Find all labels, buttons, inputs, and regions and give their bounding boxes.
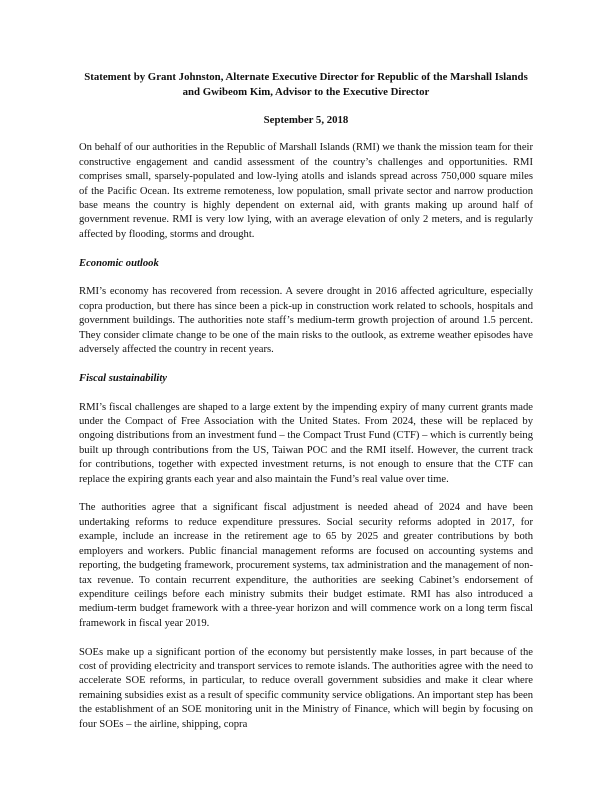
- document-page: [79, 70, 533, 746]
- section-paragraph: RMI’s economy has recovered from recession. A severe drought in 2016 affected agriculture, especially copra production, but there has since been a pick-up in construction work related to schools, hospitals and government buildings. The authorities note staff’s medium-term growth projection of around 1.5 percent. They consider climate change to be one of the main risks to the outlook, as extreme weather episodes have adversely affected the country in recent years.: [79, 286, 533, 356]
- section-heading: Fiscal sustainability: [79, 372, 168, 384]
- document-date: September 5, 2018: [263, 114, 349, 126]
- document-title: Statement by Grant Johnston, Alternate Executive Director for Republic of the Marshall Islands and Gwibeom Kim, Advisor to the Executive Director: [84, 71, 528, 98]
- section-fiscal-sustainability: [79, 372, 533, 732]
- section-paragraph: The authorities agree that a significant fiscal adjustment is needed ahead of 2024 and have been undertaking reforms to reduce expenditure pressures. Social security reforms adopted in 2017, for example, include an increase in the retirement age to 65 by 2025 and greater contributions by both employers and workers. Public financial management reforms are focused on accounting systems and reporting, the budgeting framework, procurement systems, tax administration and the management of non-tax revenue. To contain recurrent expenditure, the authorities are seeking Cabinet’s endorsement of expenditure ceilings before each ministry submits their budget estimate. RMI has also introduced a medium-term budget framework with a three-year horizon and will commence work on a long term fiscal framework in fiscal year 2019.: [79, 502, 533, 629]
- section-paragraph: RMI’s fiscal challenges are shaped to a large extent by the impending expiry of many current grants made under the Compact of Free Association with the United States. From 2024, these will be replaced by ongoing distributions from an investment fund – the Compact Trust Fund (CTF) – which is currently being built up through contributions from the US, Taiwan POC and the RMI itself. However, the current track for contributions, together with expected investment returns, is not enough to ensure that the CTF can replace the expiring grants each year and also maintain the Fund’s real value over time.: [79, 401, 533, 485]
- section-economic-outlook: [79, 257, 533, 358]
- section-paragraph: SOEs make up a significant portion of the economy but persistently make losses, in part because of the cost of providing electricity and transport services to remote islands. The authorities agree with the need to accelerate SOE reforms, in particular, to reduce overall government subsidies and make it clear where remaining subsidies exist as a result of specific community service obligations. An important step has been the establishment of an SOE monitoring unit in the Ministry of Finance, which will begin by focusing on four SOEs – the airline, shipping, copra: [79, 646, 533, 730]
- section-heading: Economic outlook: [79, 257, 159, 269]
- intro-paragraph: On behalf of our authorities in the Republic of Marshall Islands (RMI) we thank the mission team for their constructive engagement and candid assessment of the country’s challenges and opportunities. RMI comprises small, sparsely-populated and low-lying atolls and islands spread across 750,000 square miles of the Pacific Ocean. Its extreme remoteness, low population, small private sector and narrow production base means the country is highly dependent on external aid, with grants making up around half of government revenue. RMI is very low lying, with an average elevation of only 2 meters, and is regularly affected by flooding, storms and drought.: [79, 142, 533, 240]
